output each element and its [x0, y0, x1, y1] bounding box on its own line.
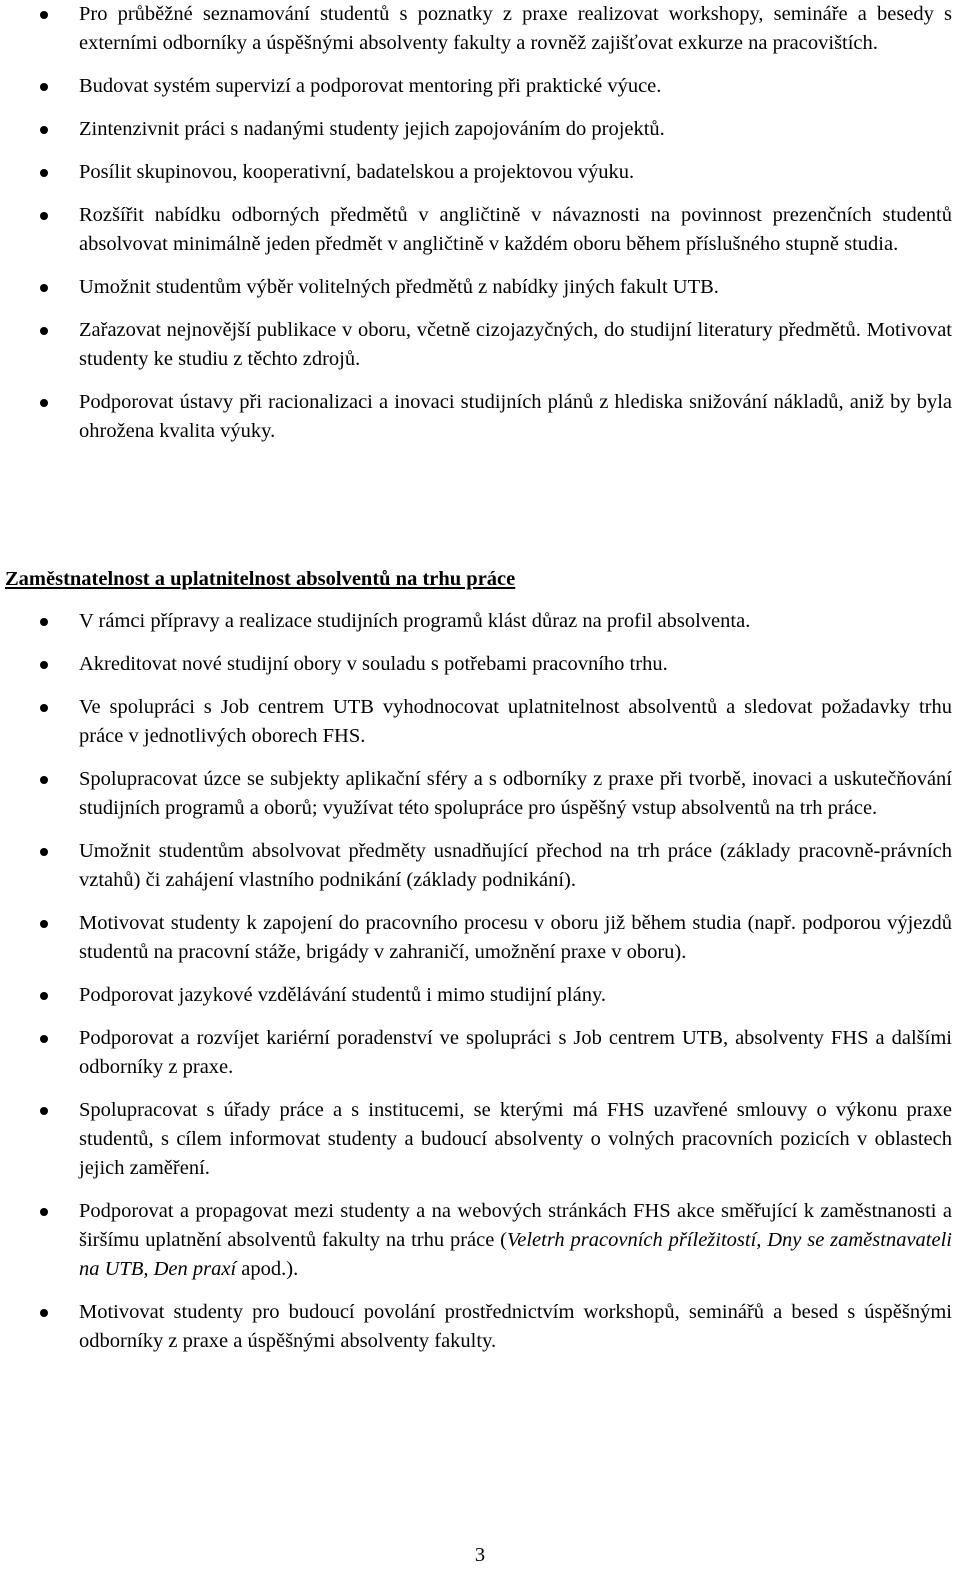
list-item-text-after: apod.).: [236, 1258, 299, 1280]
bullet-icon: [40, 1035, 48, 1043]
list-item: [0, 115, 956, 144]
list-item: [0, 650, 956, 679]
list-item: [0, 607, 956, 636]
list-item: [0, 388, 956, 446]
list-item-text: Motivovat studenty pro budoucí povolání prostřednictvím workshopů, seminářů a besed s úspěšnými odborníky z praxe a úspěšnými absolventy fakulty.: [79, 1301, 952, 1352]
bullet-icon: [40, 212, 48, 220]
list-item-text: Spolupracovat s úřady práce a s institucemi, se kterými má FHS uzavřené smlouvy o výkonu praxe studentů, s cílem informovat studenty a budoucí absolventy o volných pracovních pozicích v oblastech jejich zaměření.: [79, 1099, 952, 1179]
bullet-list-teaching: [0, 0, 956, 460]
bullet-list-employability: [0, 607, 956, 1370]
bullet-icon: [40, 1208, 48, 1216]
list-item-text: Podporovat a rozvíjet kariérní poradenství ve spolupráci s Job centrem UTB, absolventy FHS a dalšími odborníky z praxe.: [79, 1027, 952, 1078]
bullet-icon: [40, 399, 48, 407]
list-item-text: Ve spolupráci s Job centrem UTB vyhodnocovat uplatnitelnost absolventů a sledovat požadavky trhu práce v jednotlivých oborech FHS.: [79, 696, 952, 747]
list-item: [0, 981, 956, 1010]
page-number: 3: [474, 1544, 486, 1566]
bullet-icon: [40, 704, 48, 712]
list-item-text: Podporovat jazykové vzdělávání studentů i mimo studijní plány.: [79, 984, 607, 1006]
list-item: [0, 693, 956, 751]
bullet-icon: [40, 618, 48, 626]
list-item-text: V rámci přípravy a realizace studijních programů klást důraz na profil absolventa.: [79, 610, 751, 632]
bullet-icon: [40, 1309, 48, 1317]
list-item-text: Akreditovat nové studijní obory v souladu s potřebami pracovního trhu.: [79, 653, 668, 675]
list-item-text: Umožnit studentům absolvovat předměty usnadňující přechod na trh práce (základy pracovně-právních vztahů) či zahájení vlastního podnikání (základy podnikání).: [79, 840, 952, 891]
bullet-icon: [40, 169, 48, 177]
list-item-text: Zařazovat nejnovější publikace v oboru, včetně cizojazyčných, do studijní literatury předmětů. Motivovat studenty ke studiu z těchto zdrojů.: [79, 319, 952, 370]
bullet-icon: [40, 776, 48, 784]
bullet-icon: [40, 920, 48, 928]
list-item: [0, 1024, 956, 1082]
list-item-text: Zintenzivnit práci s nadanými studenty jejich zapojováním do projektů.: [79, 118, 665, 140]
list-item-text: Spolupracovat úzce se subjekty aplikační sféry a s odborníky z praxe při tvorbě, inovaci a uskutečňování studijních programů a oborů; využívat této spolupráce pro úspěšný vstup absolventů na trh práce.: [79, 768, 952, 819]
list-item-text: Posílit skupinovou, kooperativní, badatelskou a projektovou výuku.: [79, 161, 635, 183]
bullet-icon: [40, 284, 48, 292]
list-item: [0, 837, 956, 895]
list-item-text: Umožnit studentům výběr volitelných předmětů z nabídky jiných fakult UTB.: [79, 276, 719, 298]
list-item-text: Motivovat studenty k zapojení do pracovního procesu v oboru již během studia (např. podporou výjezdů studentů na pracovní stáže, brigády v zahraničí, umožnění praxe v oboru).: [79, 912, 952, 963]
list-item-text: Podporovat ústavy při racionalizaci a inovaci studijních plánů z hlediska snižování nákladů, aniž by byla ohrožena kvalita výuky.: [79, 391, 952, 442]
list-item: [0, 1096, 956, 1183]
list-item-text: Pro průběžné seznamování studentů s poznatky z praxe realizovat workshopy, semináře a besedy s externími odborníky a úspěšnými absolventy fakulty a rovněž zajišťovat exkurze na pracovištích.: [79, 3, 952, 54]
section-heading: Zaměstnatelnost a uplatnitelnost absolventů na trhu práce: [5, 568, 516, 590]
bullet-icon: [40, 661, 48, 669]
list-item: [0, 158, 956, 187]
list-item: [0, 1298, 956, 1356]
list-item: [0, 201, 956, 259]
list-item-text: Budovat systém supervizí a podporovat mentoring při praktické výuce.: [79, 75, 662, 97]
list-item: [0, 273, 956, 302]
list-item: [0, 1197, 956, 1284]
list-item-text: Rozšířit nabídku odborných předmětů v angličtině v návaznosti na povinnost prezenčních studentů absolvovat minimálně jeden předmět v angličtině v každém oboru během příslušného stupně studia.: [79, 204, 952, 255]
bullet-icon: [40, 1107, 48, 1115]
bullet-icon: [40, 126, 48, 134]
list-item: [0, 765, 956, 823]
list-item: [0, 72, 956, 101]
bullet-icon: [40, 327, 48, 335]
list-item-text-italic: Veletrh pracovních příležitostí, Dny se zaměstnavateli na UTB, Den praxí: [79, 1229, 952, 1280]
list-item-text-before: Podporovat a propagovat mezi studenty a na webových stránkách FHS akce směřující k zaměstnanosti a širšímu uplatnění absolventů fakulty na trhu práce (: [79, 1200, 952, 1251]
bullet-icon: [40, 992, 48, 1000]
bullet-icon: [40, 848, 48, 856]
bullet-icon: [40, 11, 48, 19]
list-item: [0, 0, 956, 58]
list-item: [0, 909, 956, 967]
bullet-icon: [40, 83, 48, 91]
list-item: [0, 316, 956, 374]
